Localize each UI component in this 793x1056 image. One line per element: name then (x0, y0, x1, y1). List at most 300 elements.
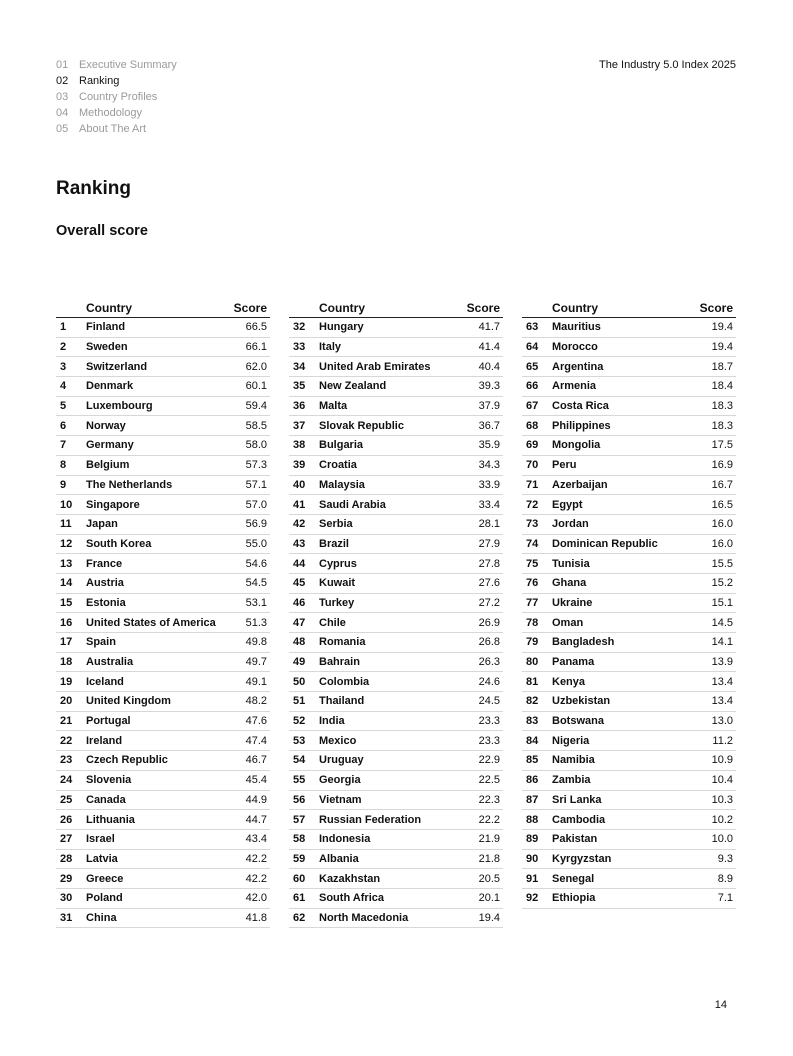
toc-item[interactable] (56, 105, 177, 121)
table-row (522, 613, 736, 633)
table-row (522, 869, 736, 889)
country-cell: Panama (552, 656, 595, 669)
score-cell: 26.3 (478, 656, 500, 669)
score-cell: 22.5 (478, 774, 500, 787)
country-cell: Nigeria (552, 734, 590, 747)
score-cell: 18.7 (711, 360, 733, 373)
toc-item-label: About The Art (79, 123, 147, 135)
table-row (56, 791, 270, 811)
rank-cell: 82 (526, 695, 539, 708)
table-row (289, 633, 503, 653)
rank-cell: 51 (293, 695, 306, 708)
country-cell: Belgium (86, 459, 130, 472)
country-cell: Cyprus (319, 557, 357, 570)
score-cell: 41.7 (478, 321, 500, 334)
table-row (522, 495, 736, 515)
rank-cell: 91 (526, 872, 539, 885)
country-cell: Ethiopia (552, 892, 596, 905)
country-cell: Namibia (552, 754, 595, 767)
score-cell: 57.3 (245, 459, 267, 472)
table-row (56, 653, 270, 673)
table-row (289, 495, 503, 515)
score-cell: 24.5 (478, 695, 500, 708)
table-row (289, 712, 503, 732)
country-cell: Malaysia (319, 478, 365, 491)
country-cell: Singapore (86, 498, 140, 511)
table-row (289, 850, 503, 870)
country-cell: Egypt (552, 498, 583, 511)
table-row (522, 692, 736, 712)
country-cell: Morocco (552, 341, 598, 354)
table-row (56, 495, 270, 515)
rank-cell: 34 (293, 360, 306, 373)
header-score: Score (699, 301, 733, 315)
table-row (56, 338, 270, 358)
table-row (56, 672, 270, 692)
table-row (289, 436, 503, 456)
country-cell: France (86, 557, 123, 570)
table-row (522, 416, 736, 436)
rank-cell: 38 (293, 439, 306, 452)
country-cell: Czech Republic (86, 754, 168, 767)
score-cell: 20.1 (478, 892, 500, 905)
rank-cell: 61 (293, 892, 306, 905)
country-cell: Saudi Arabia (319, 498, 386, 511)
rank-cell: 46 (293, 596, 306, 609)
table-row (56, 436, 270, 456)
country-cell: Estonia (86, 596, 126, 609)
country-cell: The Netherlands (86, 478, 173, 491)
country-cell: Uruguay (319, 754, 364, 767)
rank-cell: 86 (526, 774, 539, 787)
score-cell: 40.4 (478, 360, 500, 373)
country-cell: New Zealand (319, 380, 387, 393)
score-cell: 27.9 (478, 537, 500, 550)
score-cell: 66.5 (245, 321, 267, 334)
country-cell: Pakistan (552, 833, 598, 846)
rank-cell: 90 (526, 852, 539, 865)
country-cell: Kenya (552, 675, 586, 688)
rank-cell: 69 (526, 439, 539, 452)
score-cell: 27.2 (478, 596, 500, 609)
table-row (289, 751, 503, 771)
rank-cell: 74 (526, 537, 539, 550)
country-cell: Russian Federation (319, 813, 422, 826)
country-cell: Tunisia (552, 557, 590, 570)
country-cell: Bulgaria (319, 439, 364, 452)
table-row (56, 416, 270, 436)
rank-cell: 7 (60, 439, 67, 452)
table-row (289, 574, 503, 594)
score-cell: 22.9 (478, 754, 500, 767)
score-cell: 11.2 (712, 734, 733, 747)
rank-cell: 83 (526, 715, 539, 728)
document-title: The Industry 5.0 Index 2025 (599, 59, 736, 71)
rank-cell: 43 (293, 537, 306, 550)
country-cell: Greece (86, 872, 124, 885)
country-cell: Zambia (552, 774, 591, 787)
rank-cell: 67 (526, 400, 539, 413)
rank-cell: 15 (60, 596, 73, 609)
score-cell: 33.9 (478, 478, 500, 491)
score-cell: 21.8 (478, 852, 500, 865)
rank-cell: 78 (526, 616, 539, 629)
table-row (522, 535, 736, 555)
toc-item-number: 05 (56, 123, 69, 135)
rank-cell: 54 (293, 754, 306, 767)
score-cell: 22.2 (478, 813, 500, 826)
score-cell: 53.1 (245, 596, 267, 609)
score-cell: 16.5 (711, 498, 733, 511)
table-row (289, 554, 503, 574)
rank-cell: 84 (526, 734, 539, 747)
rank-cell: 3 (60, 360, 67, 373)
score-cell: 59.4 (245, 400, 267, 413)
table-row (522, 476, 736, 496)
country-cell: Costa Rica (552, 400, 609, 413)
rank-cell: 44 (293, 557, 306, 570)
table-row (56, 810, 270, 830)
country-cell: Ghana (552, 577, 587, 590)
rank-cell: 24 (60, 774, 73, 787)
country-cell: Italy (319, 341, 342, 354)
score-cell: 44.9 (245, 793, 267, 806)
score-cell: 46.7 (245, 754, 267, 767)
table-row (289, 476, 503, 496)
rank-cell: 36 (293, 400, 306, 413)
country-cell: Jordan (552, 518, 589, 531)
rank-cell: 60 (293, 872, 306, 885)
table-row (522, 751, 736, 771)
table-row (522, 633, 736, 653)
table-header (289, 299, 503, 318)
rank-cell: 65 (526, 360, 539, 373)
country-cell: Spain (86, 636, 116, 649)
ranking-table (56, 299, 270, 928)
country-cell: Latvia (86, 852, 118, 865)
score-cell: 66.1 (245, 341, 267, 354)
rank-cell: 81 (526, 675, 539, 688)
table-row (522, 850, 736, 870)
score-cell: 35.9 (478, 439, 500, 452)
country-cell: Ukraine (552, 596, 593, 609)
table-row (289, 338, 503, 358)
rank-cell: 71 (526, 478, 539, 491)
country-cell: Thailand (319, 695, 365, 708)
score-cell: 18.4 (711, 380, 733, 393)
table-row (56, 692, 270, 712)
country-cell: Slovenia (86, 774, 132, 787)
table-row (289, 515, 503, 535)
score-cell: 19.4 (478, 911, 500, 924)
country-cell: Malta (319, 400, 348, 413)
score-cell: 26.8 (478, 636, 500, 649)
score-cell: 47.4 (245, 734, 267, 747)
country-cell: Cambodia (552, 813, 606, 826)
rank-cell: 41 (293, 498, 306, 511)
table-row (56, 397, 270, 417)
country-cell: Senegal (552, 872, 595, 885)
country-cell: Philippines (552, 419, 611, 432)
rank-cell: 8 (60, 459, 67, 472)
rank-cell: 88 (526, 813, 539, 826)
score-cell: 42.2 (245, 872, 267, 885)
rank-cell: 17 (60, 636, 73, 649)
table-row (522, 574, 736, 594)
country-cell: Bangladesh (552, 636, 615, 649)
score-cell: 13.4 (711, 675, 733, 688)
rank-cell: 79 (526, 636, 539, 649)
country-cell: China (86, 911, 117, 924)
score-cell: 51.3 (245, 616, 267, 629)
score-cell: 16.0 (711, 537, 733, 550)
country-cell: Brazil (319, 537, 349, 550)
table-row (56, 456, 270, 476)
table-row (522, 338, 736, 358)
table-row (289, 692, 503, 712)
rank-cell: 39 (293, 459, 306, 472)
rank-cell: 57 (293, 813, 306, 826)
score-cell: 41.8 (245, 911, 267, 924)
country-cell: Germany (86, 439, 134, 452)
score-cell: 26.9 (478, 616, 500, 629)
table-row (289, 672, 503, 692)
table-row (289, 889, 503, 909)
toc-item-number: 04 (56, 107, 69, 119)
country-cell: Sri Lanka (552, 793, 602, 806)
score-cell: 36.7 (478, 419, 500, 432)
score-cell: 10.3 (711, 793, 733, 806)
country-cell: Albania (319, 852, 359, 865)
table-row (56, 830, 270, 850)
score-cell: 23.3 (478, 715, 500, 728)
table-row (522, 554, 736, 574)
score-cell: 27.6 (478, 577, 500, 590)
page-title: Ranking (56, 178, 131, 199)
score-cell: 15.1 (711, 596, 733, 609)
table-row (522, 653, 736, 673)
score-cell: 62.0 (245, 360, 267, 373)
score-cell: 60.1 (245, 380, 267, 393)
table-row (522, 712, 736, 732)
score-cell: 8.9 (717, 872, 733, 885)
country-cell: Japan (86, 518, 118, 531)
rank-cell: 77 (526, 596, 539, 609)
score-cell: 9.3 (717, 852, 733, 865)
table-row (56, 357, 270, 377)
table-row (289, 830, 503, 850)
country-cell: Portugal (86, 715, 131, 728)
score-cell: 28.1 (478, 518, 500, 531)
rank-cell: 63 (526, 321, 539, 334)
score-cell: 34.3 (478, 459, 500, 472)
table-row (522, 791, 736, 811)
rank-cell: 64 (526, 341, 539, 354)
country-cell: Israel (86, 833, 115, 846)
rank-cell: 31 (60, 911, 73, 924)
table-row (56, 476, 270, 496)
score-cell: 58.5 (245, 419, 267, 432)
table-row (56, 633, 270, 653)
table-row (289, 357, 503, 377)
country-cell: Kyrgyzstan (552, 852, 612, 865)
rank-cell: 35 (293, 380, 306, 393)
table-row (56, 712, 270, 732)
country-cell: Vietnam (319, 793, 362, 806)
country-cell: Colombia (319, 675, 370, 688)
country-cell: India (319, 715, 345, 728)
rank-cell: 62 (293, 911, 306, 924)
country-cell: Luxembourg (86, 400, 153, 413)
table-row (56, 731, 270, 751)
table-row (522, 672, 736, 692)
table-row (522, 810, 736, 830)
country-cell: Azerbaijan (552, 478, 608, 491)
country-cell: North Macedonia (319, 911, 409, 924)
country-cell: Serbia (319, 518, 353, 531)
score-cell: 13.9 (711, 656, 733, 669)
country-cell: Chile (319, 616, 346, 629)
table-row (289, 869, 503, 889)
rank-cell: 92 (526, 892, 539, 905)
country-cell: Poland (86, 892, 123, 905)
country-cell: Lithuania (86, 813, 135, 826)
table-row (289, 810, 503, 830)
country-cell: Dominican Republic (552, 537, 658, 550)
rank-cell: 9 (60, 478, 67, 491)
rank-cell: 58 (293, 833, 306, 846)
table-row (522, 889, 736, 909)
score-cell: 14.1 (711, 636, 733, 649)
score-cell: 19.4 (711, 341, 733, 354)
country-cell: United States of America (86, 616, 216, 629)
rank-cell: 10 (60, 498, 73, 511)
score-cell: 48.2 (245, 695, 267, 708)
rank-cell: 56 (293, 793, 306, 806)
rank-cell: 20 (60, 695, 73, 708)
toc-item[interactable] (56, 121, 177, 137)
country-cell: South Africa (319, 892, 384, 905)
country-cell: Denmark (86, 380, 134, 393)
country-cell: Norway (86, 419, 126, 432)
table-row (289, 377, 503, 397)
rank-cell: 66 (526, 380, 539, 393)
country-cell: Slovak Republic (319, 419, 404, 432)
country-cell: Mexico (319, 734, 357, 747)
rank-cell: 42 (293, 518, 306, 531)
table-row (56, 535, 270, 555)
table-row (522, 377, 736, 397)
country-cell: Hungary (319, 321, 364, 334)
score-cell: 15.5 (711, 557, 733, 570)
rank-cell: 25 (60, 793, 73, 806)
header-country: Country (319, 301, 365, 315)
table-row (56, 909, 270, 929)
rank-cell: 23 (60, 754, 73, 767)
score-cell: 17.5 (711, 439, 733, 452)
country-cell: Kuwait (319, 577, 356, 590)
rank-cell: 47 (293, 616, 306, 629)
rank-cell: 40 (293, 478, 306, 491)
table-row (289, 771, 503, 791)
rank-cell: 55 (293, 774, 306, 787)
country-cell: Switzerland (86, 360, 148, 373)
country-cell: Mongolia (552, 439, 601, 452)
country-cell: Oman (552, 616, 584, 629)
score-cell: 42.0 (245, 892, 267, 905)
table-of-contents (56, 57, 177, 137)
table-row (289, 535, 503, 555)
toc-item-number: 01 (56, 59, 69, 71)
toc-item[interactable] (56, 89, 177, 105)
rank-cell: 19 (60, 675, 73, 688)
score-cell: 37.9 (478, 400, 500, 413)
toc-item-label: Executive Summary (79, 59, 177, 71)
score-cell: 10.4 (711, 774, 733, 787)
rank-cell: 21 (60, 715, 73, 728)
country-cell: Georgia (319, 774, 361, 787)
score-cell: 10.0 (711, 833, 733, 846)
country-cell: United Arab Emirates (319, 360, 431, 373)
rank-cell: 75 (526, 557, 539, 570)
header-country: Country (86, 301, 132, 315)
score-cell: 18.3 (711, 419, 733, 432)
score-cell: 54.5 (245, 577, 267, 590)
toc-item-label: Country Profiles (79, 91, 158, 103)
table-row (56, 889, 270, 909)
country-cell: Armenia (552, 380, 597, 393)
country-cell: United Kingdom (86, 695, 171, 708)
table-row (522, 594, 736, 614)
score-cell: 27.8 (478, 557, 500, 570)
table-header (56, 299, 270, 318)
country-cell: Australia (86, 656, 134, 669)
table-row (289, 397, 503, 417)
table-header (522, 299, 736, 318)
header-country: Country (552, 301, 598, 315)
rank-cell: 1 (60, 321, 67, 334)
score-cell: 39.3 (478, 380, 500, 393)
rank-cell: 26 (60, 813, 73, 826)
toc-item-label: Ranking (79, 75, 120, 87)
table-row (522, 397, 736, 417)
score-cell: 42.2 (245, 852, 267, 865)
score-cell: 47.6 (245, 715, 267, 728)
country-cell: Sweden (86, 341, 128, 354)
header-score: Score (233, 301, 267, 315)
toc-item-number: 02 (56, 75, 69, 87)
rank-cell: 14 (60, 577, 73, 590)
table-row (522, 731, 736, 751)
table-row (522, 318, 736, 338)
table-row (522, 456, 736, 476)
score-cell: 49.8 (245, 636, 267, 649)
table-row (56, 515, 270, 535)
toc-item[interactable] (56, 57, 177, 73)
rank-cell: 68 (526, 419, 539, 432)
country-cell: Mauritius (552, 321, 601, 334)
country-cell: Romania (319, 636, 366, 649)
toc-item[interactable] (56, 73, 177, 89)
rank-cell: 59 (293, 852, 306, 865)
score-cell: 15.2 (711, 577, 733, 590)
table-row (56, 318, 270, 338)
section-subtitle: Overall score (56, 223, 148, 239)
table-row (56, 771, 270, 791)
score-cell: 14.5 (711, 616, 733, 629)
rank-cell: 2 (60, 341, 67, 354)
table-row (289, 594, 503, 614)
